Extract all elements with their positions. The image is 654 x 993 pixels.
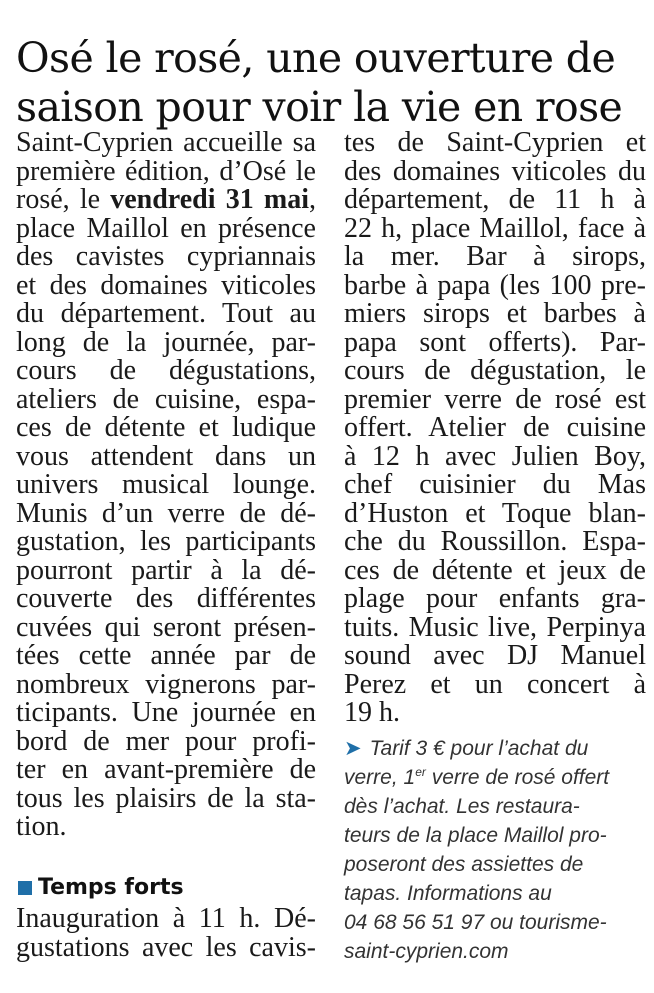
info-line: tapas. Informations au	[344, 882, 552, 905]
body-line: tées cette année par de	[16, 640, 316, 671]
body-line: chef cuisinier du Mas	[344, 469, 646, 500]
body-line: cours de dégustation, le	[344, 355, 646, 386]
headline-line: Osé le rosé, une ouverture de	[16, 34, 616, 82]
body-line: Perez et un concert à	[344, 668, 646, 700]
body-column-left-continued	[16, 905, 316, 962]
body-line: des cavistes cypriannais	[16, 241, 316, 272]
body-line: bord de mer pour profi-	[16, 725, 316, 757]
body-line: couverte des différentes	[16, 583, 316, 614]
body-line: barbe à papa (les 100 pre-	[344, 269, 646, 301]
body-line: sound avec DJ Manuel	[344, 640, 646, 671]
info-text: Tarif 3 € pour l’achat du	[369, 737, 589, 760]
body-line: papa sont offerts). Par-	[344, 326, 646, 358]
body-text: rosé, le	[16, 184, 111, 215]
body-line: place Maillol en présence	[16, 212, 316, 244]
arrow-icon: ➤	[344, 737, 362, 760]
body-line: miers sirops et barbes à	[344, 298, 646, 329]
info-website: saint-cyprien.com	[344, 940, 509, 963]
body-line: la mer. Bar à sirops,	[344, 241, 646, 272]
body-line: long de la journée, par-	[16, 326, 316, 358]
body-line: d’Huston et Toque blan-	[344, 497, 646, 529]
body-line: 22 h, place Maillol, face à	[344, 212, 646, 244]
body-line: nombreux vignerons par-	[16, 668, 316, 700]
info-text: verre de rosé offert	[425, 766, 610, 789]
body-line: Inauguration à 11 h. Dé-	[16, 903, 316, 934]
body-line: 19 h.	[344, 697, 400, 728]
body-line: tion.	[16, 811, 67, 842]
body-line: gustations avec les cavis-	[16, 931, 316, 963]
subhead-square-icon	[18, 881, 32, 895]
body-line: tes de Saint-Cyprien et	[344, 127, 646, 158]
headline	[16, 34, 646, 132]
practical-info	[344, 734, 644, 966]
info-line	[344, 734, 644, 763]
body-line: Saint-Cyprien accueille sa	[16, 127, 316, 158]
headline-line: saison pour voir la vie en rose	[16, 83, 623, 131]
body-line: vous attendent dans un	[16, 440, 316, 472]
body-line: et des domaines viticoles	[16, 269, 316, 301]
body-line: cours de dégustations,	[16, 355, 316, 386]
body-line: gustation, les participants	[16, 526, 316, 557]
info-line	[344, 763, 644, 792]
body-line: tuits. Music live, Perpinya	[344, 611, 646, 643]
body-line: ces de détente et jeux de	[344, 554, 646, 586]
body-line: département, de 11 h à	[344, 184, 646, 215]
body-line: tous les plaisirs de la sta-	[16, 782, 316, 814]
body-column-right	[344, 129, 646, 728]
body-line: ticipants. Une journée en	[16, 697, 316, 728]
event-date: vendredi 31 mai	[110, 184, 309, 215]
body-line: du département. Tout au	[16, 298, 316, 329]
body-column-left	[16, 129, 316, 842]
body-line: plage pour enfants gra-	[344, 583, 646, 614]
body-line: offert. Atelier de cuisine	[344, 412, 646, 443]
body-line: che du Roussillon. Espa-	[344, 526, 646, 557]
info-phone-line: 04 68 56 51 97 ou tourisme-	[344, 911, 607, 934]
body-line: univers musical lounge.	[16, 469, 316, 500]
body-line: premier verre de rosé est	[344, 383, 646, 415]
body-line: pourront partir à la dé-	[16, 554, 316, 586]
body-line: cuvées qui seront présen-	[16, 611, 316, 643]
ordinal-suffix: er	[415, 765, 426, 779]
info-line: dès l’achat. Les restaura-	[344, 795, 580, 818]
body-line	[16, 186, 316, 215]
body-line: à 12 h avec Julien Boy,	[344, 440, 646, 472]
body-line: Munis d’un verre de dé-	[16, 497, 316, 529]
info-text: verre, 1	[344, 766, 416, 789]
body-line: ter en avant-première de	[16, 754, 316, 785]
body-line: ces de détente et ludique	[16, 412, 316, 443]
info-line: poseront des assiettes de	[344, 853, 584, 876]
info-line: teurs de la place Maillol pro-	[344, 824, 607, 847]
body-line: première édition, d’Osé le	[16, 155, 316, 187]
subhead-temps-forts: Temps forts	[38, 875, 184, 900]
body-line: ateliers de cuisine, espa-	[16, 383, 316, 415]
body-text: ,	[309, 184, 316, 215]
body-line: des domaines viticoles du	[344, 155, 646, 187]
